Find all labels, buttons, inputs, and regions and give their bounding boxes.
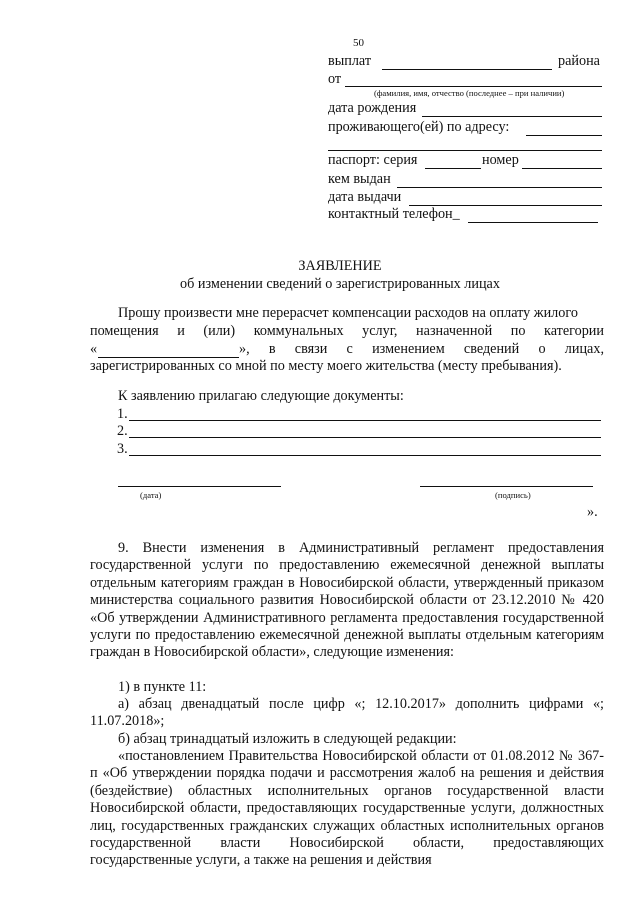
form-subtitle: об изменении сведений о зарегистрированных лицах xyxy=(180,276,500,292)
subitem-b: б) абзац тринадцатый изложить в следующей редакции: xyxy=(118,731,457,747)
issued-by-label: кем выдан xyxy=(328,171,391,187)
fio-hint: (фамилия, имя, отчество (последнее – при наличии) xyxy=(374,88,565,98)
address-blank-1 xyxy=(526,135,602,136)
passport-series-label: паспорт: серия xyxy=(328,152,418,168)
birth-date-label: дата рождения xyxy=(328,100,417,116)
form-title: ЗАЯВЛЕНИЕ xyxy=(298,258,382,274)
attachment-1-blank xyxy=(129,420,601,421)
phone-blank xyxy=(468,222,598,223)
form-closing-quote: ». xyxy=(587,504,598,520)
signature-blank xyxy=(420,486,593,487)
attachment-2: 2. xyxy=(117,423,128,439)
subitem-1: 1) в пункте 11: xyxy=(118,679,207,695)
attachment-3-blank xyxy=(129,455,601,456)
attachment-2-blank xyxy=(129,437,601,438)
quote-paragraph: «постановлением Правительства Новосибирской области от 01.08.2012 № 367-п «Об утверждении порядка подачи и рассмотрения жалоб на решения и действия (бездействие) областных исполнительных органов государственной власти Новосибирской области, предоставляющих государственные услуги, должностных лиц, государственных гражданских служащих областных исполнительных органов государственной власти Новосибирской области, предоставляющих государственные услуги, а также на решения и действия xyxy=(90,748,604,869)
request-line-1: Прошу произвести мне перерасчет компенсации расходов на оплату жилого xyxy=(118,305,578,321)
request-line-3: », в связи с изменением сведений о лицах, xyxy=(239,341,604,357)
passport-number-blank xyxy=(522,168,602,169)
request-line-3-open: « xyxy=(90,341,98,357)
page-number: 50 xyxy=(353,37,364,49)
header-line1-right: района xyxy=(558,53,600,69)
passport-number-label: номер xyxy=(482,152,519,168)
from-label: от xyxy=(328,71,342,87)
birth-date-blank xyxy=(422,116,602,117)
item-9-paragraph: 9. Внести изменения в Административный регламент предоставления государственной услуги по предоставлению ежемесячной денежной выплаты отдельным категориям граждан в Новосибирской области, утвержденный приказом министерства социального развития Новосибирской области от 23.12.2010 № 420 «Об утверждении Административного регламента предоставления государственной услуги по предоставлению ежемесячной денежной выплаты отдельным категориям граждан в Новосибирской области», следующие изменения: xyxy=(90,540,604,661)
issued-by-blank xyxy=(397,187,602,188)
signature-hint: (подпись) xyxy=(495,490,531,500)
issue-date-label: дата выдачи xyxy=(328,189,402,205)
attachment-1: 1. xyxy=(117,406,128,422)
subitem-a: а) абзац двенадцатый после цифр «; 12.10.2017» дополнить цифрами «; 11.07.2018»; xyxy=(90,696,604,730)
fio-blank xyxy=(345,86,602,87)
phone-label: контактный телефон_ xyxy=(328,206,460,222)
date-hint: (дата) xyxy=(140,490,162,500)
address-blank-2 xyxy=(328,150,602,151)
district-blank xyxy=(382,69,552,70)
request-line-2: помещения и (или) коммунальных услуг, назначенной по категории xyxy=(90,323,604,339)
passport-series-blank xyxy=(425,168,481,169)
attachments-label: К заявлению прилагаю следующие документы: xyxy=(118,388,404,404)
attachment-3: 3. xyxy=(117,441,128,457)
header-line1-left: выплат xyxy=(328,53,372,69)
request-line-4: зарегистрированных со мной по месту моего жительства (месту пребывания). xyxy=(90,358,562,374)
address-label: проживающего(ей) по адресу: xyxy=(328,119,510,135)
date-blank xyxy=(118,486,281,487)
